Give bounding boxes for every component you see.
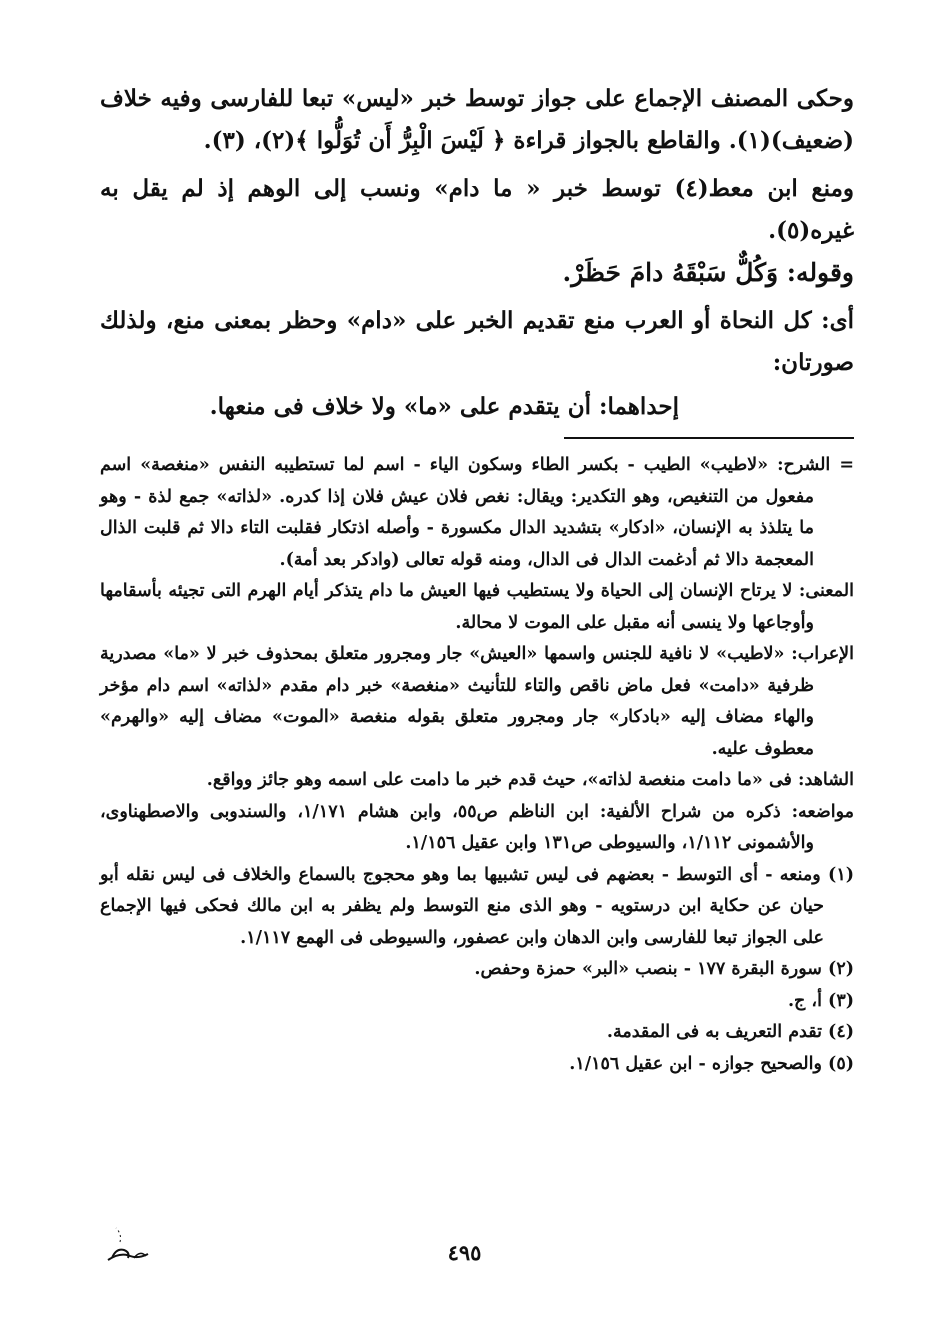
footnotes: [100, 450, 854, 1080]
footnote-shahid: الشاهد: فى «ما دامت منغصة لذاته»، حيث قدم خبر ما دامت على اسمه وهو جائز وواقع.: [206, 770, 854, 790]
footnote-2: (٢) سورة البقرة ١٧٧ - بنصب «البر» حمزة وحفص.: [474, 959, 854, 979]
footnote-divider: [564, 437, 854, 439]
main-paragraph-2: ومنع ابن معط(٤) توسط خبر « ما دام» ونسب إلى الوهم إذ لم يقل به غيره(٥).: [100, 175, 855, 244]
main-text: [100, 78, 854, 428]
library-stamp-icon-graphic: [100, 1212, 160, 1272]
footnote-sharh: = الشرح: «لاطيب» الطيب - بكسر الطاء وسكون الياء - اسم لما تستطيبه النفس «منغصة» اسم مفعول من التنغيص، وهو التكدير: ويقال: نغص فلان عيش فلان إذا كدره. «لذاته» جمع لذة - وهو ما يتلذذ به الإنسان، «ادكار» بتشديد الدال مكسورة - وأصله اذتكار فقلبت التاء دالا ثم قلبت الذال المعجمة دالا ثم أدغمت الدال فى الدال، ومنه قوله تعالى (وادكر بعد أمة).: [100, 455, 854, 570]
footnote-5: (٥) والصحيح جوازه - ابن عقيل ١/١٥٦.: [569, 1053, 854, 1074]
footnote-4: (٤) تقدم التعريف به فى المقدمة.: [606, 1022, 854, 1042]
footnote-mawadi: مواضعه: ذكره من شراح الألفية: ابن الناظم ص٥٥، وابن هشام ١/١٧١، والسندوبى والاصطهناوى، والأشمونى ١/١١٢، والسيوطى ص١٣١ وابن عقيل ١/١٥٦.: [100, 801, 854, 853]
verse-line: وقوله: وَكُلٌّ سَبْقَهُ دامَ حَظَرْ.: [562, 258, 854, 287]
page-number: ٤٩٥: [447, 1240, 482, 1265]
library-stamp-icon: [100, 1212, 160, 1272]
footnote-maana: المعنى: لا يرتاح الإنسان إلى الحياة ولا يستطيب فيها العيش ما دام يتذكر أيام الهرم التى تجيئه بأسقامها وأوجاعها ولا ينسى أنه مقبل على الموت لا محالة.: [100, 581, 854, 633]
footnote-1: (١) ومنعه - أى التوسط - بعضهم فى ليس تشبيها بما وهو محجوج بالسماع والخلاف فى ليس نقله أبو حيان عن حكاية ابن درستويه - وهو الذى منع التوسط ولم يظفر به ابن مالك فحكى فيها الإجماع على الجواز تبعا للفارسى وابن الدهان وابن عصفور، والسيوطى فى الهمع ١/١١٧.: [100, 864, 854, 948]
case-one-line: إحداهما: أن يتقدم على «ما» ولا خلاف فى منعها.: [209, 393, 679, 420]
explanation-paragraph: أى: كل النحاة أو العرب منع تقديم الخبر على «دام» وحظر بمعنى منع، ولذلك صورتان:: [100, 307, 854, 376]
main-paragraph-1: وحكى المصنف الإجماع على جواز توسط خبر «ليس» تبعا للفارسى وفيه خلاف (ضعيف)(١). والقاطع بالجواز قراءة ﴿ لَيْسَ الْبِرُّ أَن تُوَلُّوا ﴾(٢)، (٣).: [100, 85, 854, 154]
footnote-irab: الإعراب: «لاطيب» لا نافية للجنس واسمها «العيش» جار ومجرور متعلق بمحذوف خبر لا «ما» مصدرية ظرفية «دامت» فعل ماض ناقص والتاء للتأنيث «منغصة» خبر دام مقدم «لذاته» اسم دام مؤخر والهاء مضاف إليه «بادكار» جار ومجرور متعلق بقوله منغصة «الموت» مضاف إليه «والهرم» معطوف عليه.: [100, 644, 854, 759]
footnote-3: (٣) أ، ج.: [787, 990, 854, 1011]
